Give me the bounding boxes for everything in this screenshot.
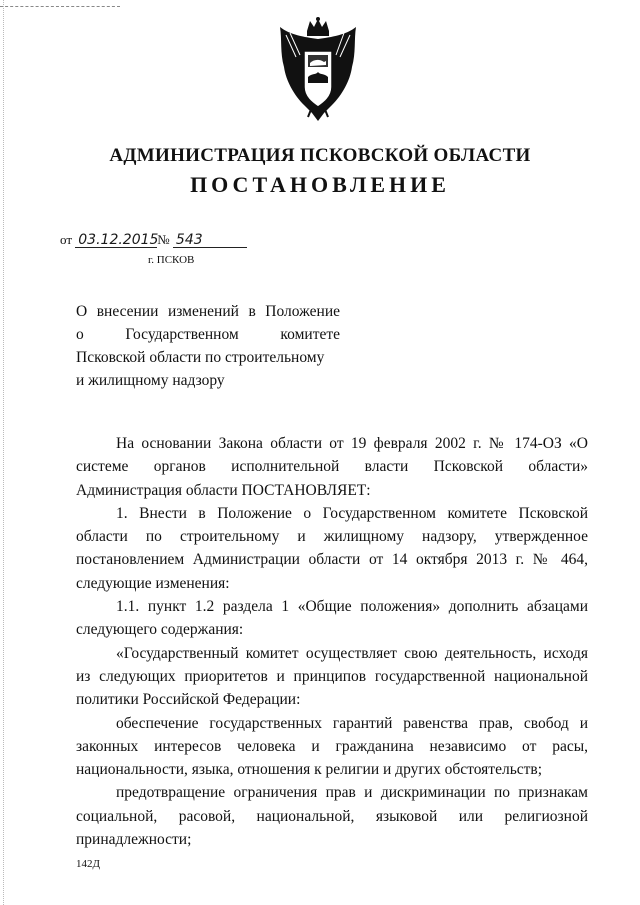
body-paragraph: На основании Закона области от 19 февраля 2002 г. № 174-ОЗ «О системе органов исполнительной власти Псковской области» Администрация области ПОСТАНОВЛЯЕТ: bbox=[76, 435, 588, 499]
number-prefix: № bbox=[157, 232, 170, 247]
date-prefix: от bbox=[60, 232, 73, 247]
subject-line: Псковской области по строительному bbox=[76, 349, 325, 366]
date-number-line bbox=[60, 232, 247, 248]
pskov-coat-of-arms-icon bbox=[274, 17, 362, 123]
body-paragraph: предотвращение ограничения прав и дискриминации по признакам социальной, расовой, национальной, языковой или религиозной принадлежности; bbox=[76, 784, 588, 849]
document-type-title: ПОСТАНОВЛЕНИЕ bbox=[190, 172, 450, 197]
scan-artifact-top bbox=[0, 6, 120, 7]
subject-line: О внесении изменений в Положение bbox=[76, 303, 340, 320]
body-paragraph: обеспечение государственных гарантий равенства прав, свобод и законных интересов человека и гражданина независимо от расы, национальности, языка, отношения к религии и других обстоятельств; bbox=[76, 714, 588, 779]
organization-title: АДМИНИСТРАЦИЯ ПСКОВСКОЙ ОБЛАСТИ bbox=[109, 145, 531, 166]
document-body bbox=[76, 432, 588, 851]
body-paragraph: 1.1. пункт 1.2 раздела 1 «Общие положения» дополнить абзацами следующего содержания: bbox=[76, 598, 588, 639]
city-label: г. ПСКОВ bbox=[148, 254, 195, 266]
subject-line: и жилищному надзору bbox=[76, 372, 225, 389]
handwritten-date: 03.12.2015 bbox=[75, 233, 157, 248]
body-paragraph: 1. Внести в Положение о Государственном комитете Псковской области по строительному и жилищному надзору, утвержденное постановлением Администрации области от 14 октября 2013 г. № 464, следующие изменения: bbox=[76, 504, 588, 592]
document-subject bbox=[76, 300, 340, 392]
subject-line: о Государственном комитете bbox=[76, 326, 340, 343]
handwritten-number: 543 bbox=[173, 233, 247, 248]
scan-artifact-left bbox=[3, 0, 4, 905]
body-paragraph: «Государственный комитет осуществляет свою деятельность, исходя из следующих приоритетов и принципов государственной национальной политики Российской Федерации: bbox=[76, 644, 588, 709]
footer-code: 142Д bbox=[76, 858, 101, 870]
